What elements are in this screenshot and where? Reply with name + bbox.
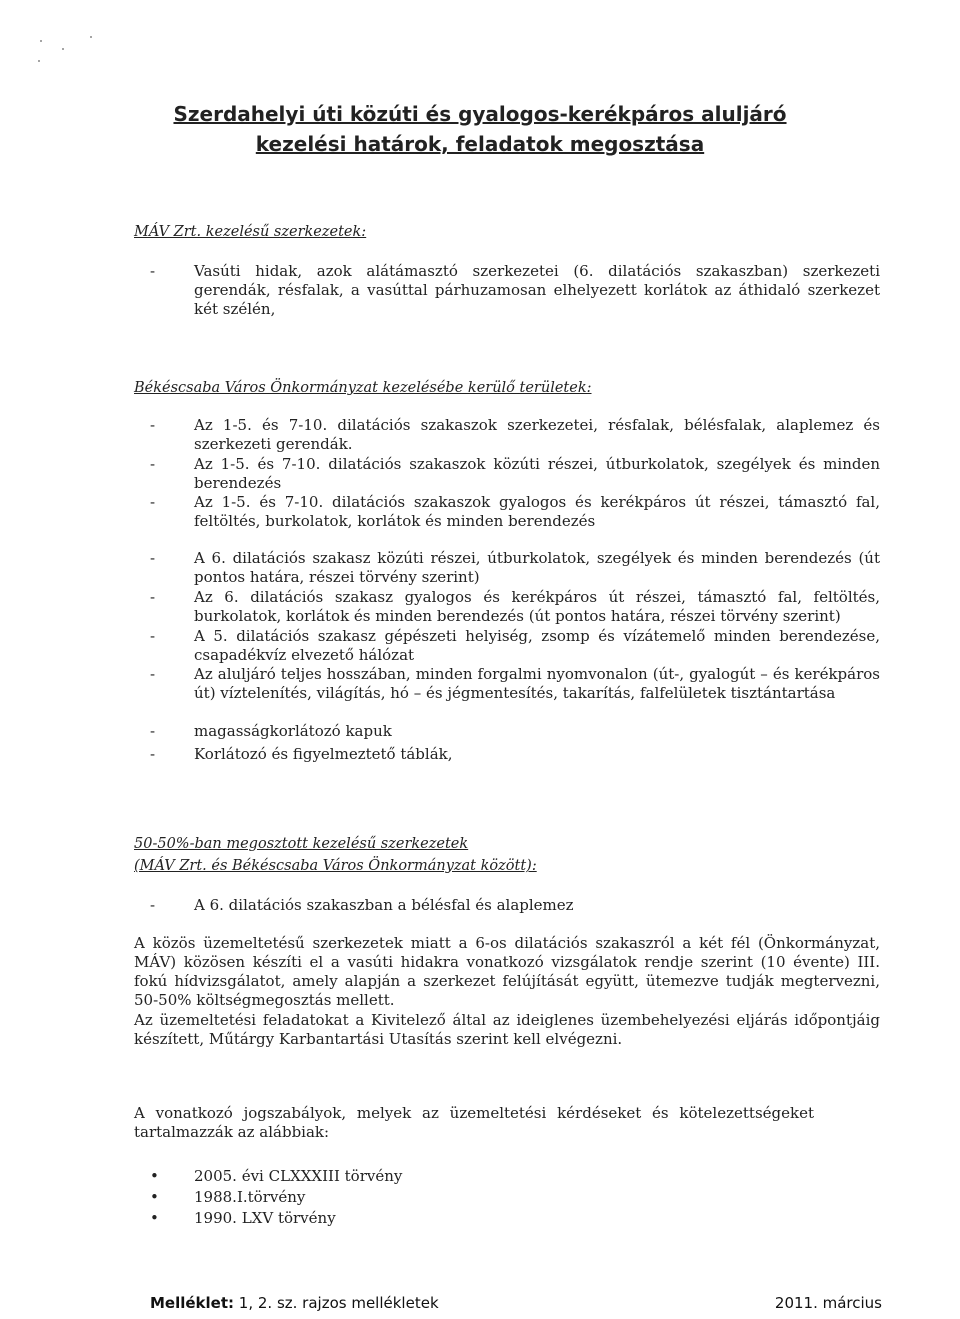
document-title-line2: kezelési határok, feladatok megosztása [255,132,705,156]
list-item-text: magasságkorlátozó kapuk [194,722,392,740]
document-date: 2011. március [774,1294,882,1312]
list-item [150,455,880,493]
list-item [150,549,880,587]
list-item-text: Az 1-5. és 7-10. dilatációs szakaszok gyalogos és kerékpáros út részei, támasztó fal, feltöltés, burkolatok, korlátok és minden berendezés [194,493,880,530]
shared-section-heading-line1: 50-50%-ban megosztott kezelésű szerkezetek [134,836,469,852]
list-item-text: Az 1-5. és 7-10. dilatációs szakaszok szerkezetei, résfalak, bélésfalak, alaplemez és szerkezeti gerendák. [194,416,880,453]
document-title-line1: Szerdahelyi úti közúti és gyalogos-kerékpáros aluljáró [173,102,787,126]
list-item [150,493,880,531]
law-list-item [150,1208,336,1228]
paragraph-joint-maintenance: A közös üzemeltetésű szerkezetek miatt a 6-os dilatációs szakaszról a két fél (Önkormányzat, MÁV) közösen készíti el a vasúti hidakra vonatkozó vizsgálatok rendje szerint (10 évente) III. fokú hídvizsgálatot, amely alapján a szerkezet felújítását együtt, ütemezve tudják megtervezni, 50-50% költségmegosztás mellett. [134,934,880,1009]
list-item-text: Az 1-5. és 7-10. dilatációs szakaszok közúti részei, útburkolatok, szegélyek és minden berendezés [194,455,880,492]
list-item-text: A 6. dilatációs szakaszban a bélésfal és alaplemez [194,896,574,914]
attachment-value: 1, 2. sz. rajzos mellékletek [234,1294,439,1312]
list-item [150,627,880,665]
scan-speck [62,48,64,50]
bullet-marker: • [150,1209,159,1227]
dash-marker: - [150,745,156,763]
law-list-item [150,1187,305,1207]
list-item-text: Az 6. dilatációs szakasz gyalogos és kerékpáros út részei, támasztó fal, feltöltés, burkolatok, korlátok és minden berendezés (út pontos határa, részei törvény szerint) [194,588,880,625]
list-item-text: Az aluljáró teljes hosszában, minden forgalmi nyomvonalon (út-, gyalogút – és kerékpáros út) víztelenítés, világítás, hó – és jégmentesítés, takarítás, falfelületek tisztántartása [194,665,880,702]
list-item-text: A 6. dilatációs szakasz közúti részei, útburkolatok, szegélyek és minden berendezés (út pontos határa, részei törvény szerint) [194,549,880,586]
dash-marker: - [150,549,156,567]
mav-section-heading: MÁV Zrt. kezelésű szerkezetek: [134,224,367,240]
scan-speck [40,40,42,42]
dash-marker: - [150,722,156,740]
attachment-label: Melléklet: [150,1294,235,1312]
dash-marker: - [150,416,156,434]
dash-marker: - [150,262,156,280]
law-name: 1988.I.törvény [194,1188,306,1206]
dash-marker: - [150,493,156,511]
scan-speck [38,60,40,62]
list-item [150,896,880,915]
list-item [150,588,880,626]
shared-section-heading-line2: (MÁV Zrt. és Békéscsaba Város Önkormányzat között): [134,858,537,874]
dash-marker: - [150,588,156,606]
paragraph-regulations-intro: A vonatkozó jogszabályok, melyek az üzemeltetési kérdéseket és kötelezettségeket tartalmazzák az alábbiak: [134,1104,814,1141]
city-section-heading: Békéscsaba Város Önkormányzat kezelésébe kerülő területek: [134,380,592,396]
list-item [150,262,880,319]
paragraph-operation-tasks: Az üzemeltetési feladatokat a Kivitelező által az ideiglenes üzembehelyezési eljárás időpontjáig készített, Műtárgy Karbantartási Utasítás szerint kell elvégezni. [134,1011,880,1048]
dash-marker: - [150,896,156,914]
list-item [150,745,880,764]
list-item [150,722,880,741]
law-name: 1990. LXV törvény [194,1209,336,1227]
list-item-text: Vasúti hidak, azok alátámasztó szerkezetei (6. dilatációs szakaszban) szerkezeti gerendák, résfalak, a vasúttal párhuzamosan elhelyezett korlátok az áthidaló szerkezet két szélén, [194,262,880,318]
dash-marker: - [150,627,156,645]
list-item [150,416,880,454]
list-item-text: Korlátozó és figyelmeztető táblák, [194,745,453,763]
attachment-note [150,1294,439,1312]
bullet-marker: • [150,1167,159,1185]
law-name: 2005. évi CLXXXIII törvény [194,1167,403,1185]
scan-speck [90,36,92,38]
law-list-item [150,1166,402,1186]
bullet-marker: • [150,1188,159,1206]
list-item-text: A 5. dilatációs szakasz gépészeti helyiség, zsomp és vízátemelő minden berendezése, csapadékvíz elvezető hálózat [194,627,880,664]
dash-marker: - [150,665,156,683]
list-item [150,665,880,703]
dash-marker: - [150,455,156,473]
